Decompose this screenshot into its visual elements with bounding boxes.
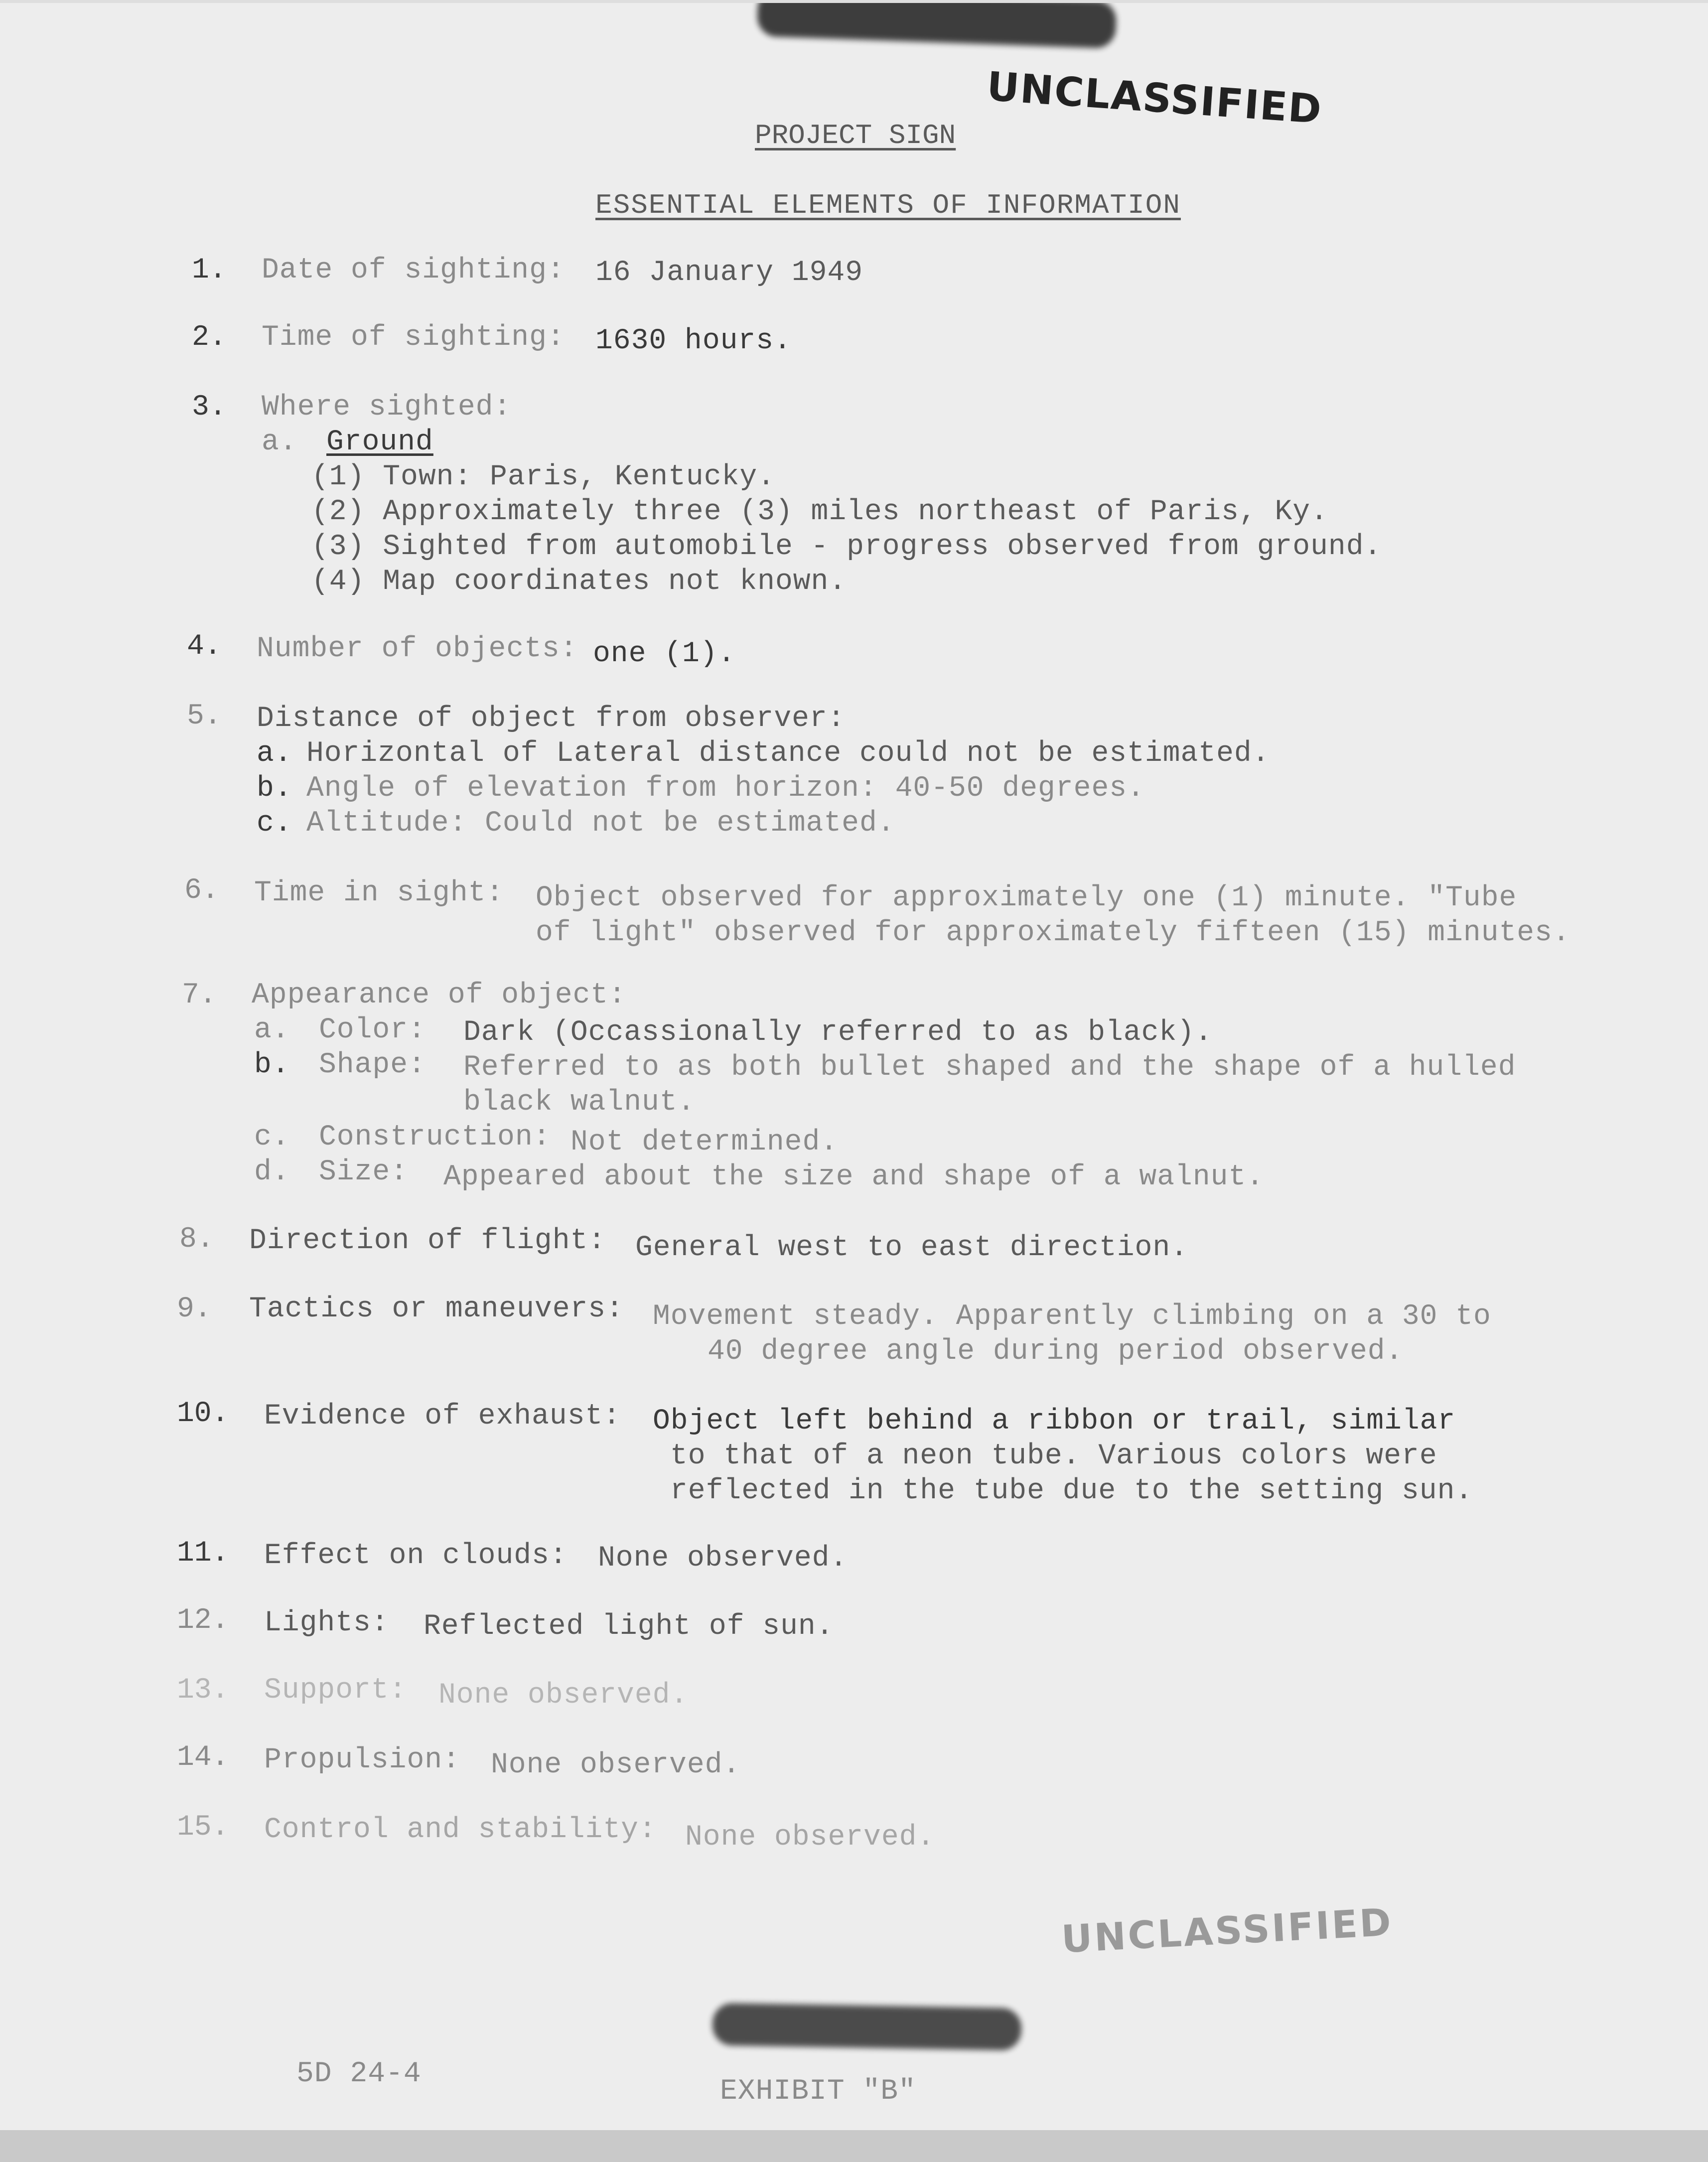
item-number: 1. bbox=[192, 254, 227, 287]
item-value: General west to east direction. bbox=[635, 1232, 1188, 1264]
item-value-line: to that of a neon tube. Various colors were bbox=[670, 1440, 1437, 1472]
scan-edge-bottom bbox=[0, 2130, 1708, 2162]
sub-letter: a. bbox=[254, 1014, 290, 1046]
item-number: 10. bbox=[177, 1398, 229, 1430]
document-title: ESSENTIAL ELEMENTS OF INFORMATION bbox=[595, 189, 1181, 221]
sub-label: Shape: bbox=[319, 1049, 426, 1081]
item-number: 13. bbox=[177, 1674, 229, 1707]
item-value: Reflected light of sun. bbox=[424, 1610, 834, 1643]
item-number: 12. bbox=[177, 1604, 229, 1637]
sub-line: (2) Approximately three (3) miles northeast of Paris, Ky. bbox=[311, 496, 1328, 528]
sub-letter: b. bbox=[257, 772, 292, 805]
item-label: Tactics or maneuvers: bbox=[249, 1293, 624, 1325]
item-value: None observed. bbox=[438, 1679, 689, 1712]
item-value: one (1). bbox=[593, 638, 736, 670]
item-number: 6. bbox=[184, 874, 219, 907]
sub-line: Dark (Occassionally referred to as black). bbox=[463, 1016, 1213, 1049]
item-number: 7. bbox=[182, 979, 217, 1011]
project-heading: PROJECT SIGN bbox=[755, 120, 956, 151]
item-value-line: of light" observed for approximately fifteen (15) minutes. bbox=[536, 917, 1570, 949]
item-label: Lights: bbox=[264, 1607, 389, 1639]
item-label: Appearance of object: bbox=[252, 979, 626, 1011]
sub-line: Referred to as both bullet shaped and the shape of a hulled bbox=[463, 1051, 1516, 1084]
item-label: Date of sighting: bbox=[262, 254, 565, 287]
sub-label: Color: bbox=[319, 1014, 426, 1046]
item-label: Direction of flight: bbox=[249, 1225, 606, 1257]
item-label: Effect on clouds: bbox=[264, 1540, 568, 1572]
sub-line: Not determined. bbox=[570, 1126, 839, 1158]
redaction-mark-bottom bbox=[712, 2003, 1021, 2051]
item-number: 14. bbox=[177, 1741, 229, 1774]
sub-line: (3) Sighted from automobile - progress observed from ground. bbox=[311, 531, 1382, 563]
item-value-line: reflected in the tube due to the setting sun. bbox=[670, 1475, 1473, 1507]
item-value-line: Movement steady. Apparently climbing on a 30 to bbox=[653, 1300, 1491, 1333]
item-label: Propulsion: bbox=[264, 1744, 460, 1776]
sub-letter: c. bbox=[254, 1121, 290, 1153]
item-number: 9. bbox=[177, 1293, 212, 1325]
sub-text: Horizontal of Lateral distance could not be estimated. bbox=[306, 737, 1270, 770]
item-value: None observed. bbox=[491, 1749, 741, 1781]
item-label: Evidence of exhaust: bbox=[264, 1400, 621, 1433]
classification-stamp-bottom: UNCLASSIFIED bbox=[1060, 1899, 1394, 1962]
sub-text: Angle of elevation from horizon: 40-50 degrees. bbox=[306, 772, 1145, 805]
item-label: Control and stability: bbox=[264, 1814, 657, 1846]
sub-letter: b. bbox=[254, 1049, 290, 1081]
item-number: 5. bbox=[187, 700, 222, 732]
item-number: 15. bbox=[177, 1811, 229, 1844]
sub-label: Construction: bbox=[319, 1121, 551, 1153]
item-number: 4. bbox=[187, 630, 222, 663]
scan-edge-top bbox=[0, 0, 1708, 3]
item-label: Number of objects: bbox=[257, 633, 578, 665]
item-label: Distance of object from observer: bbox=[257, 703, 846, 735]
item-value: 1630 hours. bbox=[595, 325, 792, 357]
sub-line: Appeared about the size and shape of a walnut. bbox=[443, 1161, 1265, 1193]
item-number: 11. bbox=[177, 1537, 229, 1570]
sub-label: Size: bbox=[319, 1156, 409, 1188]
item-number: 2. bbox=[192, 321, 227, 354]
item-value-line: Object observed for approximately one (1) minute. "Tube bbox=[536, 882, 1517, 914]
item-value: None observed. bbox=[685, 1821, 935, 1854]
sub-letter: c. bbox=[257, 807, 292, 840]
sub-letter: a. bbox=[257, 737, 292, 770]
exhibit-label: EXHIBIT "B" bbox=[720, 2075, 916, 2108]
sub-text: Altitude: Could not be estimated. bbox=[306, 807, 895, 840]
item-value: 16 January 1949 bbox=[595, 257, 863, 289]
item-value-line: Object left behind a ribbon or trail, similar bbox=[653, 1405, 1456, 1438]
sub-line: black walnut. bbox=[463, 1086, 696, 1119]
item-label: Support: bbox=[264, 1674, 407, 1707]
item-value: None observed. bbox=[598, 1542, 848, 1575]
sub-label: Ground bbox=[326, 426, 433, 458]
redaction-mark-top bbox=[757, 0, 1117, 49]
item-number: 3. bbox=[192, 391, 227, 424]
sub-line: (4) Map coordinates not known. bbox=[311, 566, 847, 598]
item-value-line: 40 degree angle during period observed. bbox=[708, 1335, 1404, 1368]
item-number: 8. bbox=[179, 1223, 214, 1256]
sub-line: (1) Town: Paris, Kentucky. bbox=[311, 461, 775, 493]
item-label: Time of sighting: bbox=[262, 321, 565, 354]
item-label: Time in sight: bbox=[254, 877, 504, 909]
sub-letter: d. bbox=[254, 1156, 290, 1188]
sub-letter: a. bbox=[262, 426, 297, 458]
item-label: Where sighted: bbox=[262, 391, 512, 424]
document-reference: 5D 24-4 bbox=[296, 2058, 422, 2090]
classification-stamp-top: UNCLASSIFIED bbox=[985, 63, 1324, 133]
